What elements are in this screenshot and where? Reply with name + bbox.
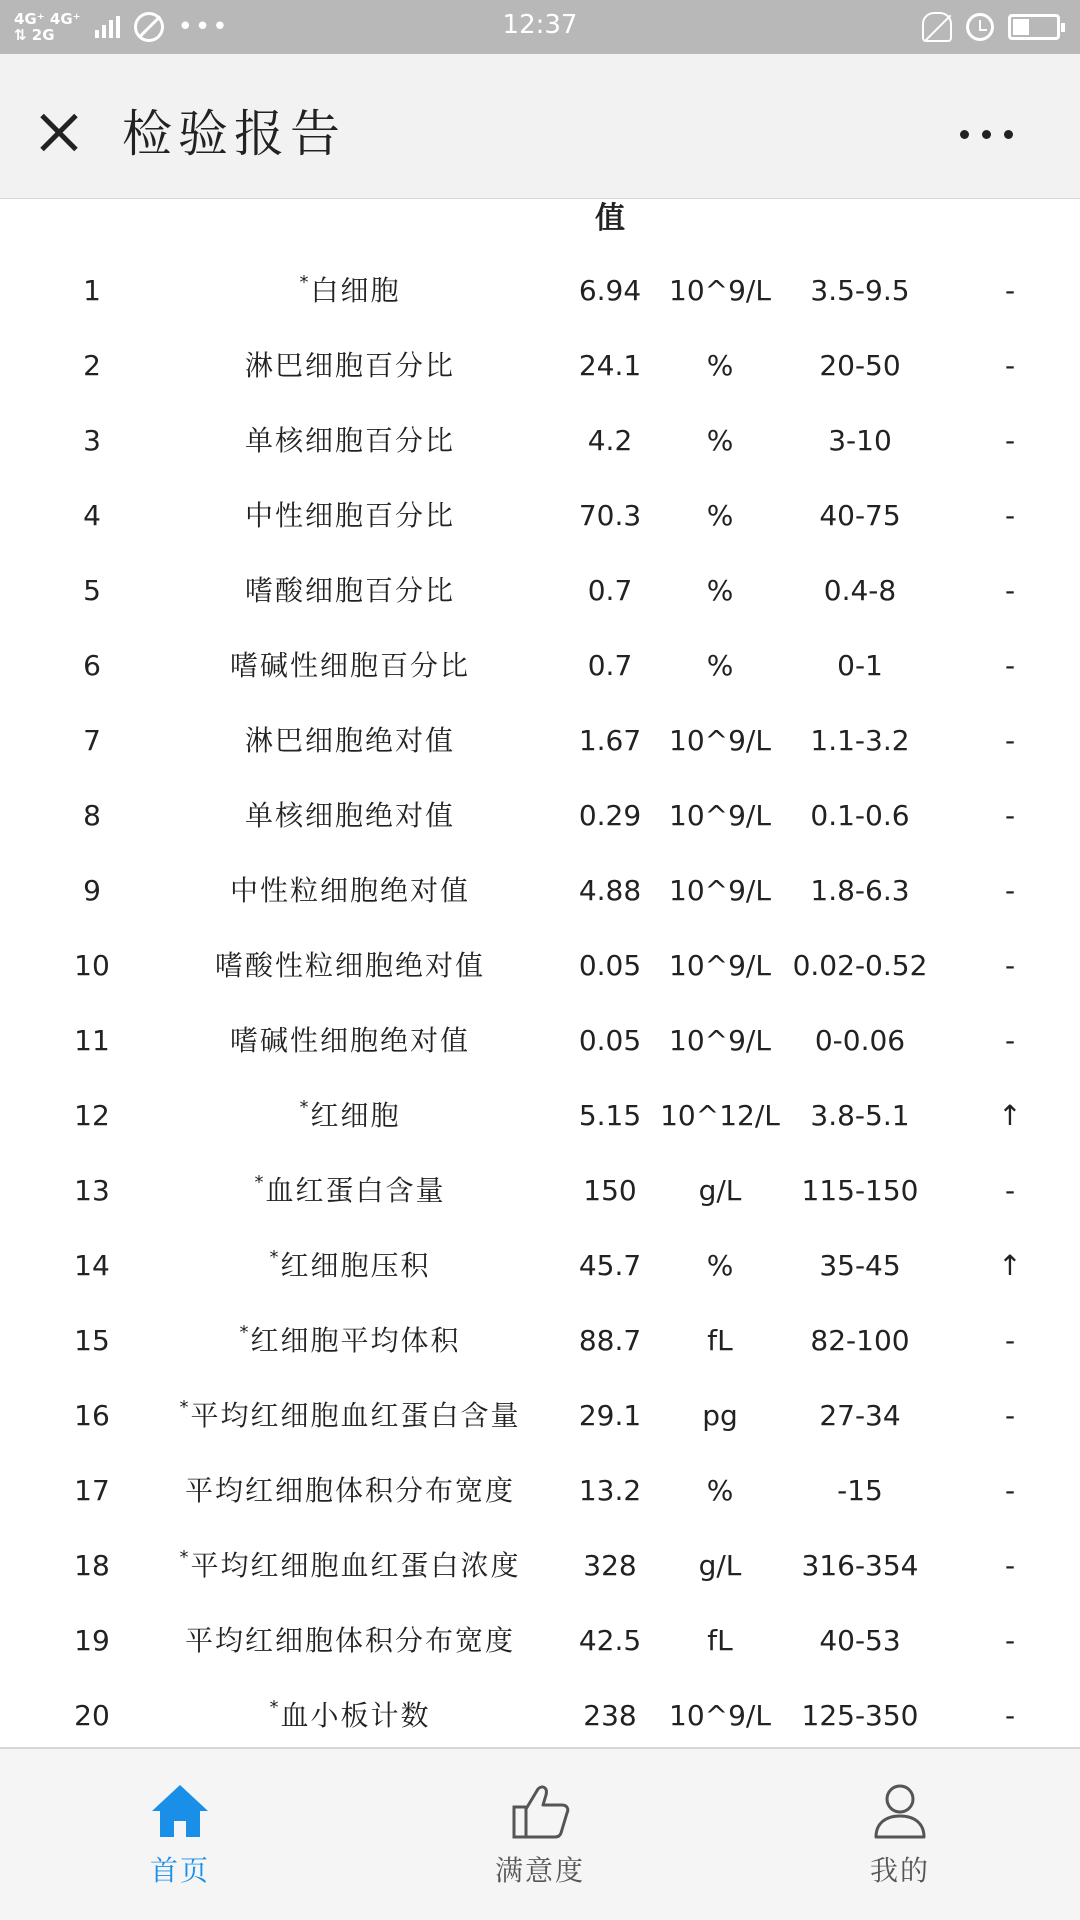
item-name: 嗜酸性粒细胞绝对值 xyxy=(214,949,485,982)
app-header xyxy=(0,54,1080,199)
item-name xyxy=(140,253,560,328)
close-icon[interactable] xyxy=(26,99,92,165)
table-row xyxy=(0,1678,1080,1747)
reference-range: 40-53 xyxy=(819,1624,901,1657)
unit: % xyxy=(706,1249,734,1282)
user-icon xyxy=(868,1779,932,1843)
tab-satisfaction[interactable] xyxy=(390,1749,690,1920)
result-flag: - xyxy=(1004,1024,1016,1057)
tab-home[interactable] xyxy=(30,1749,330,1920)
result-flag: - xyxy=(1004,724,1016,757)
table-row xyxy=(0,1303,1080,1378)
result-value: 0.7 xyxy=(587,574,633,607)
unit: % xyxy=(706,1474,734,1507)
result-value: 0.29 xyxy=(578,799,642,832)
table-row xyxy=(0,1153,1080,1228)
status-right xyxy=(922,10,1060,44)
item-name: 中性细胞百分比 xyxy=(244,499,455,532)
table-row xyxy=(0,403,1080,478)
row-number: 1 xyxy=(83,274,101,307)
row-number: 17 xyxy=(74,1474,110,1507)
battery-icon xyxy=(1008,14,1060,40)
unit: % xyxy=(706,349,734,382)
star-mark: * xyxy=(299,1097,311,1118)
mute-bell-icon xyxy=(922,12,952,42)
unit: 10^9/L xyxy=(669,874,771,907)
reference-range: 125-350 xyxy=(801,1699,919,1732)
row-number: 6 xyxy=(83,649,101,682)
result-flag: ↑ xyxy=(998,1249,1022,1282)
row-number: 10 xyxy=(74,949,110,982)
result-flag: - xyxy=(1004,1699,1016,1732)
result-value: 24.1 xyxy=(578,349,642,382)
table-row xyxy=(0,1003,1080,1078)
item-name-text: 平均红细胞血红蛋白浓度 xyxy=(190,1549,521,1582)
page-title: 检验报告 xyxy=(122,105,346,163)
table-row xyxy=(0,328,1080,403)
star-mark: * xyxy=(179,1397,191,1418)
result-flag: - xyxy=(1004,799,1016,832)
row-number: 7 xyxy=(83,724,101,757)
row-number: 4 xyxy=(83,499,101,532)
reference-range: 27-34 xyxy=(819,1399,901,1432)
result-value: 0.05 xyxy=(578,1024,642,1057)
row-number: 15 xyxy=(74,1324,110,1357)
tab-home-label: 首页 xyxy=(149,1854,210,1887)
result-flag: - xyxy=(1004,874,1016,907)
table-row xyxy=(0,478,1080,553)
unit: % xyxy=(706,424,734,457)
result-value: 0.05 xyxy=(578,949,642,982)
unit: 10^9/L xyxy=(669,724,771,757)
row-number: 19 xyxy=(74,1624,110,1657)
item-name-text: 红细胞压积 xyxy=(280,1249,431,1282)
item-name: 嗜碱性细胞绝对值 xyxy=(229,1024,470,1057)
item-name-text: 血小板计数 xyxy=(280,1699,431,1732)
row-number: 8 xyxy=(83,799,101,832)
row-number: 12 xyxy=(74,1099,110,1132)
row-number: 20 xyxy=(74,1699,110,1732)
row-number: 2 xyxy=(83,349,101,382)
row-number: 16 xyxy=(74,1399,110,1432)
unit: fL xyxy=(707,1324,733,1357)
row-number: 9 xyxy=(83,874,101,907)
table-row xyxy=(0,553,1080,628)
result-flag: - xyxy=(1004,499,1016,532)
reference-range: 0-1 xyxy=(837,649,883,682)
unit: 10^9/L xyxy=(669,949,771,982)
result-flag: ↑ xyxy=(998,1099,1022,1132)
unit: g/L xyxy=(698,1174,742,1207)
result-value: 42.5 xyxy=(578,1624,642,1657)
result-value: 70.3 xyxy=(578,499,642,532)
result-value: 0.7 xyxy=(587,649,633,682)
reference-range: 3-10 xyxy=(828,424,892,457)
reference-range: 316-354 xyxy=(801,1549,919,1582)
reference-range: 1.8-6.3 xyxy=(810,874,910,907)
reference-range: 0.1-0.6 xyxy=(810,799,910,832)
result-flag: - xyxy=(1004,949,1016,982)
result-flag: - xyxy=(1004,349,1016,382)
unit: 10^9/L xyxy=(669,799,771,832)
tab-satisfaction-label: 满意度 xyxy=(494,1854,585,1887)
table-row xyxy=(0,253,1080,328)
item-name-text: 血红蛋白含量 xyxy=(265,1174,446,1207)
reference-range: 0-0.06 xyxy=(814,1024,906,1057)
result-value: 238 xyxy=(583,1699,637,1732)
unit: % xyxy=(706,499,734,532)
row-number: 18 xyxy=(74,1549,110,1582)
result-value: 6.94 xyxy=(578,274,642,307)
table-row xyxy=(0,1378,1080,1453)
unit: % xyxy=(706,574,734,607)
star-mark: * xyxy=(299,272,311,293)
table-row xyxy=(0,628,1080,703)
reference-range: 3.8-5.1 xyxy=(810,1099,910,1132)
bottom-tab-bar xyxy=(0,1747,1080,1920)
unit: 10^9/L xyxy=(669,1699,771,1732)
alarm-clock-icon xyxy=(966,13,994,41)
item-name xyxy=(140,1228,560,1303)
result-value: 4.88 xyxy=(578,874,642,907)
row-number: 11 xyxy=(74,1024,110,1057)
item-name xyxy=(140,1528,560,1603)
status-bar xyxy=(0,0,1080,54)
item-name xyxy=(140,1378,560,1453)
reference-range: 0.4-8 xyxy=(823,574,897,607)
item-name-text: 平均红细胞血红蛋白含量 xyxy=(190,1399,521,1432)
star-mark: * xyxy=(269,1247,281,1268)
unit: 10^9/L xyxy=(669,274,771,307)
tab-mine[interactable] xyxy=(750,1749,1050,1920)
result-flag: - xyxy=(1004,649,1016,682)
result-value: 45.7 xyxy=(578,1249,642,1282)
more-notifications-icon: ••• xyxy=(177,12,230,42)
reference-range: 1.1-3.2 xyxy=(810,724,910,757)
table-row xyxy=(0,1528,1080,1603)
network-type-top: 4G⁺ 4G⁺ xyxy=(14,10,81,28)
result-flag: - xyxy=(1004,1174,1016,1207)
unit: % xyxy=(706,649,734,682)
item-name: 平均红细胞体积分布宽度 xyxy=(184,1474,515,1507)
table-row xyxy=(0,1078,1080,1153)
unit: fL xyxy=(707,1624,733,1657)
reference-range: -15 xyxy=(837,1474,883,1507)
item-name: 平均红细胞体积分布宽度 xyxy=(184,1624,515,1657)
result-flag: - xyxy=(1004,1399,1016,1432)
item-name-text: 红细胞 xyxy=(310,1099,401,1132)
result-flag: - xyxy=(1004,274,1016,307)
table-row xyxy=(0,703,1080,778)
table-row xyxy=(0,853,1080,928)
item-name xyxy=(140,1078,560,1153)
reference-range: 35-45 xyxy=(819,1249,901,1282)
result-value: 328 xyxy=(583,1549,637,1582)
header-value-fragment: 值 xyxy=(595,201,625,236)
result-flag: - xyxy=(1004,424,1016,457)
unit: 10^12/L xyxy=(660,1099,780,1132)
star-mark: * xyxy=(179,1547,191,1568)
more-options-icon[interactable] xyxy=(960,124,1030,144)
item-name: 单核细胞百分比 xyxy=(244,424,455,457)
item-name-text: 白细胞 xyxy=(310,274,401,307)
result-value: 4.2 xyxy=(587,424,633,457)
star-mark: * xyxy=(239,1322,251,1343)
row-number: 13 xyxy=(74,1174,110,1207)
item-name: 单核细胞绝对值 xyxy=(244,799,455,832)
unit: g/L xyxy=(698,1549,742,1582)
item-name: 淋巴细胞绝对值 xyxy=(244,724,455,757)
result-flag: - xyxy=(1004,1324,1016,1357)
tab-mine-label: 我的 xyxy=(869,1854,930,1887)
reference-range: 82-100 xyxy=(810,1324,910,1357)
row-number: 5 xyxy=(83,574,101,607)
result-value: 88.7 xyxy=(578,1324,642,1357)
star-mark: * xyxy=(269,1697,281,1718)
reference-range: 0.02-0.52 xyxy=(792,949,928,982)
table-row xyxy=(0,1453,1080,1528)
result-flag: - xyxy=(1004,1474,1016,1507)
row-number: 14 xyxy=(74,1249,110,1282)
clock: 12:37 xyxy=(502,10,578,40)
reference-range: 20-50 xyxy=(819,349,901,382)
result-flag: - xyxy=(1004,1624,1016,1657)
item-name-text: 红细胞平均体积 xyxy=(250,1324,461,1357)
unit: 10^9/L xyxy=(669,1024,771,1057)
result-value: 29.1 xyxy=(578,1399,642,1432)
item-name xyxy=(140,1153,560,1228)
item-name: 嗜碱性细胞百分比 xyxy=(229,649,470,682)
table-row xyxy=(0,778,1080,853)
item-name xyxy=(140,1303,560,1378)
reference-range: 115-150 xyxy=(801,1174,919,1207)
item-name: 中性粒细胞绝对值 xyxy=(229,874,470,907)
item-name xyxy=(140,1678,560,1747)
result-flag: - xyxy=(1004,1549,1016,1582)
result-value: 13.2 xyxy=(578,1474,642,1507)
thumbs-up-icon xyxy=(508,1779,572,1843)
row-number: 3 xyxy=(83,424,101,457)
table-row xyxy=(0,1228,1080,1303)
star-mark: * xyxy=(254,1172,266,1193)
network-type-bottom: ⇅ 2G xyxy=(14,26,55,44)
reference-range: 3.5-9.5 xyxy=(810,274,910,307)
result-value: 150 xyxy=(583,1174,637,1207)
result-value: 5.15 xyxy=(578,1099,642,1132)
result-flag: - xyxy=(1004,574,1016,607)
table-row xyxy=(0,928,1080,1003)
result-value: 1.67 xyxy=(578,724,642,757)
reference-range: 40-75 xyxy=(819,499,901,532)
home-icon xyxy=(148,1779,212,1843)
item-name: 嗜酸细胞百分比 xyxy=(244,574,455,607)
unit: pg xyxy=(702,1399,738,1432)
report-table[interactable] xyxy=(0,199,1080,1747)
battery-level xyxy=(1013,19,1029,35)
item-name: 淋巴细胞百分比 xyxy=(244,349,455,382)
table-row xyxy=(0,1603,1080,1678)
